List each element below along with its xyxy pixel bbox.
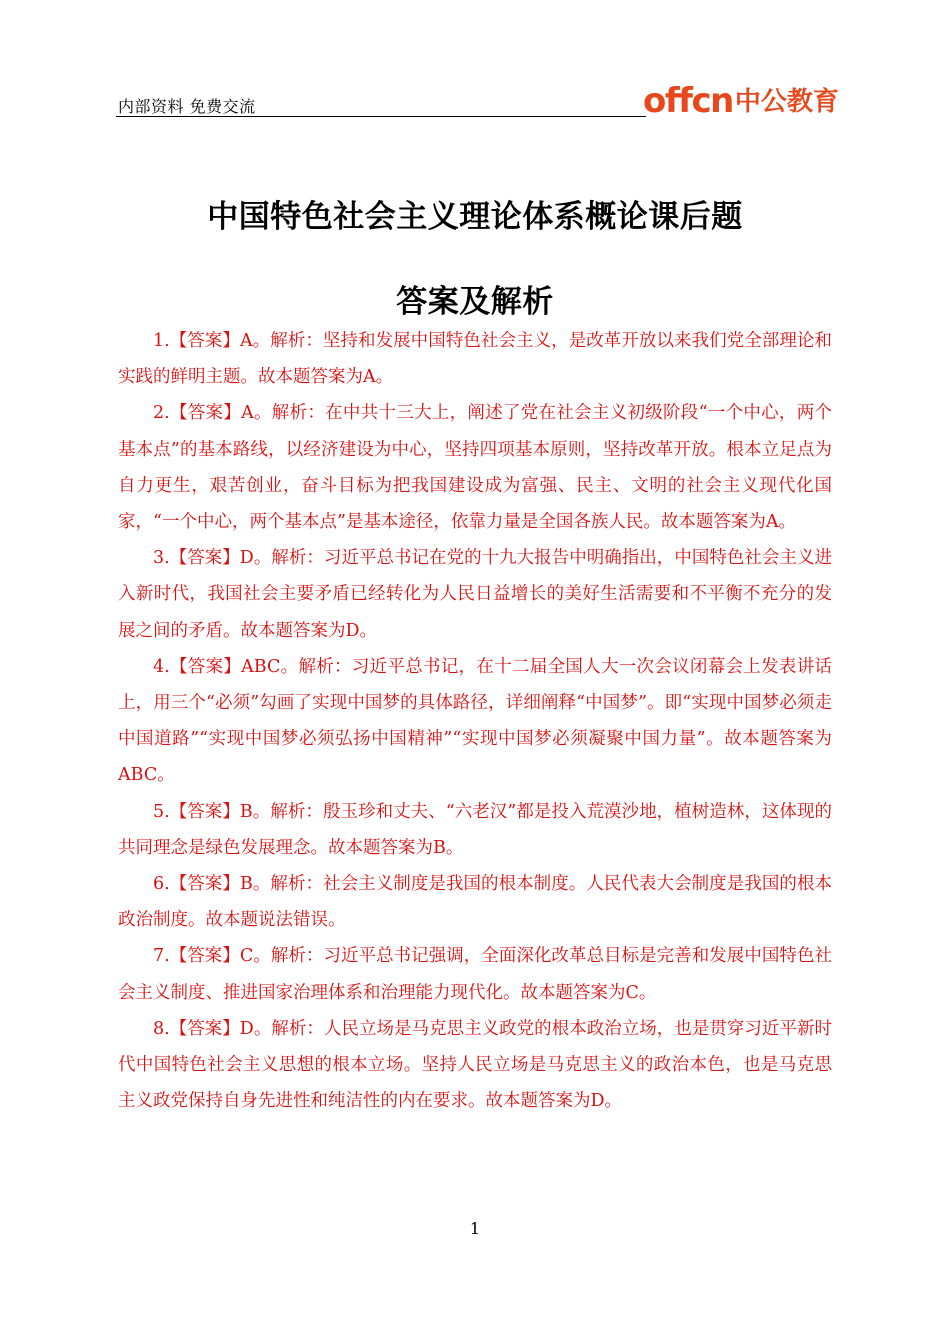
answer-item-2: 2.【答案】A。解析：在中共十三大上，阐述了党在社会主义初级阶段“一个中心，两个基本点”的基本路线，以经济建设为中心，坚持四项基本原则，坚持改革开放。根本立足点为自力更生，艰苦创业，奋斗目标为把我国建设成为富强、民主、文明的社会主义现代化国家，“一个中心，两个基本点”是基本途径，依靠力量是全国各族人民。故本题答案为A。	[118, 403, 832, 533]
answer-item-4: 4.【答案】ABC。解析：习近平总书记，在十二届全国人大一次会议闭幕会上发表讲话上，用三个“必须”勾画了实现中国梦的具体路径，详细阐释“中国梦”。即“实现中国梦必须走中国道路”“实现中国梦必须弘扬中国精神”“实现中国梦必须凝聚中国力量”。故本题答案为ABC。	[118, 656, 832, 786]
answer-item-8: 8.【答案】D。解析：人民立场是马克思主义政党的根本政治立场，也是贯穿习近平新时代中国特色社会主义思想的根本立场。坚持人民立场是马克思主义的政治本色，也是马克思主义政党保持自身先进性和纯洁性的内在要求。故本题答案为D。	[118, 1018, 832, 1112]
header-rule	[116, 116, 646, 117]
page-subtitle: 答案及解析	[396, 284, 554, 320]
page-title: 中国特色社会主义理论体系概论课后题	[207, 199, 743, 235]
answer-item-7: 7.【答案】C。解析：习近平总书记强调，全面深化改革总目标是完善和发展中国特色社会主义制度、推进国家治理体系和治理能力现代化。故本题答案为C。	[118, 946, 832, 1003]
answer-list	[118, 323, 832, 1119]
logo-chinese-name: 中公教育	[734, 87, 839, 117]
answer-item-6: 6.【答案】B。解析：社会主义制度是我国的根本制度。人民代表大会制度是我国的根本政治制度。故本题说法错误。	[118, 874, 832, 931]
answer-item-3: 3.【答案】D。解析：习近平总书记在党的十九大报告中明确指出，中国特色社会主义进入新时代，我国社会主要矛盾已经转化为人民日益增长的美好生活需要和不平衡不充分的发展之间的矛盾。故本题答案为D。	[118, 548, 832, 641]
logo-wordmark: offcn	[643, 81, 733, 121]
header-label: 内部资料 免费交流	[118, 97, 256, 116]
answer-item-1: 1.【答案】A。解析：坚持和发展中国特色社会主义，是改革开放以来我们党全部理论和实践的鲜明主题。故本题答案为A。	[118, 331, 832, 388]
answer-item-5: 5.【答案】B。解析：殷玉珍和丈夫、“六老汉”都是投入荒漠沙地，植树造林，这体现的共同理念是绿色发展理念。故本题答案为B。	[118, 801, 832, 858]
page-number: 1	[469, 1219, 481, 1238]
offcn-logo	[643, 80, 839, 120]
